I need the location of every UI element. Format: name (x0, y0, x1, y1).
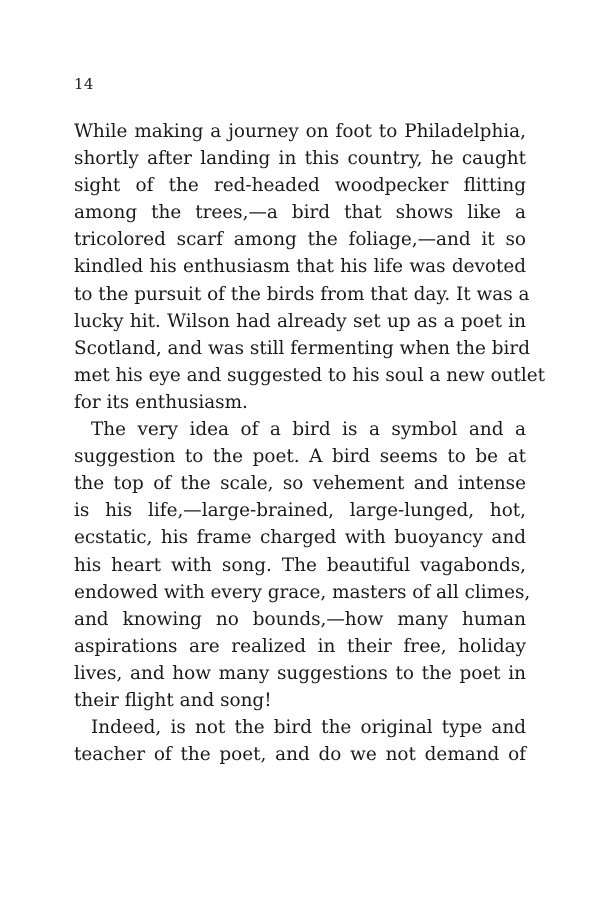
text-line: is his life,—large-brained, large-lunged, hot, (74, 500, 526, 522)
text-line: to the pursuit of the birds from that day. It was a (74, 283, 530, 305)
text-line: met his eye and suggested to his soul a new outlet (74, 364, 546, 386)
page-number: 14 (74, 75, 94, 93)
text-line: sight of the red-headed woodpecker flitting (74, 175, 526, 197)
text-line: for its enthusiasm. (74, 391, 248, 413)
text-line: suggestion to the poet. A bird seems to be at (74, 446, 526, 468)
text-line: The very idea of a bird is a symbol and a (91, 419, 526, 441)
paragraph-1 (74, 118, 546, 416)
text-line: lucky hit. Wilson had already set up as a poet in (74, 310, 526, 332)
text-line: Indeed, is not the bird the original type and (91, 717, 526, 739)
text-line: his heart with song. The beautiful vagabonds, (74, 554, 526, 576)
text-line: ecstatic, his frame charged with buoyancy and (74, 527, 526, 549)
text-line: kindled his enthusiasm that his life was devoted (74, 256, 526, 278)
text-line: endowed with every grace, masters of all climes, (74, 581, 531, 603)
text-line: tricolored scarf among the foliage,—and it so (74, 229, 526, 251)
text-line: While making a journey on foot to Philadelphia, (74, 121, 526, 142)
body-text (74, 118, 546, 768)
paragraph-3 (74, 714, 526, 768)
text-line: their flight and song! (74, 689, 272, 711)
paragraph-2 (74, 416, 531, 714)
text-line: aspirations are realized in their free, holiday (74, 635, 526, 657)
text-line: and knowing no bounds,—how many human (74, 608, 526, 630)
text-line: lives, and how many suggestions to the poet in (74, 662, 526, 684)
text-line: among the trees,—a bird that shows like a (74, 202, 526, 224)
text-line: teacher of the poet, and do we not demand of (74, 744, 526, 766)
text-line: Scotland, and was still fermenting when the bird (74, 337, 530, 359)
text-line: shortly after landing in this country, he caught (74, 148, 526, 170)
text-line: the top of the scale, so vehement and intense (74, 473, 526, 495)
